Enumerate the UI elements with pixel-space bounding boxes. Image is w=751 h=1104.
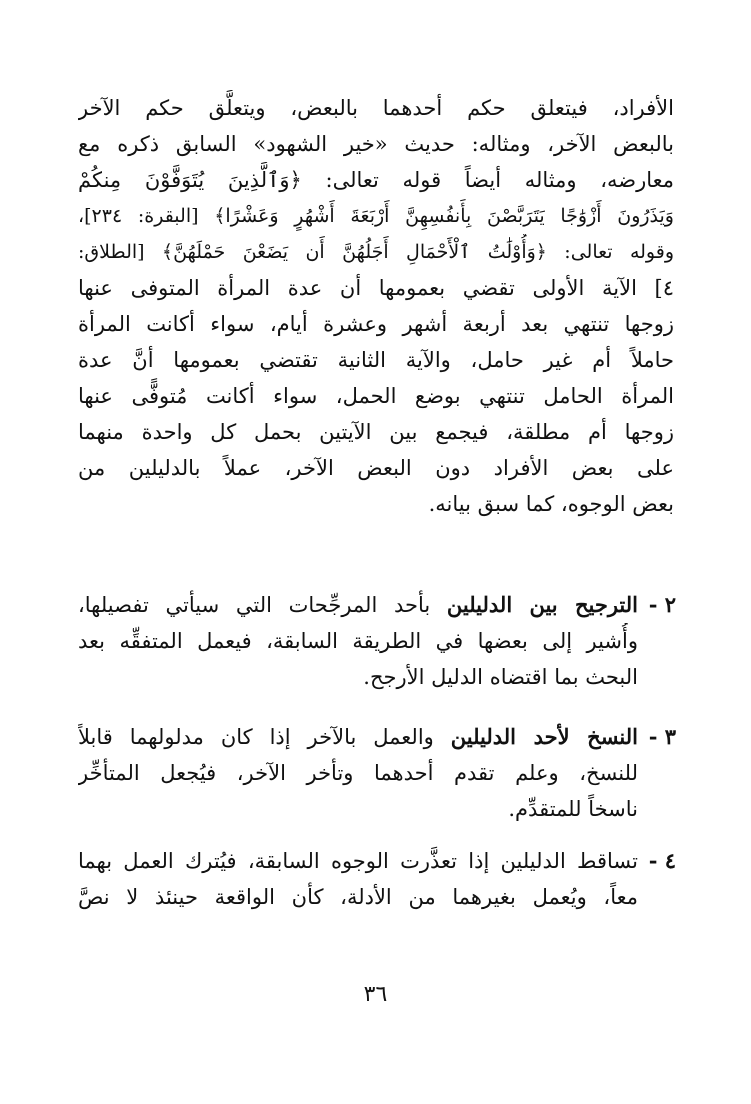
text-line: على بعض الأفراد دون البعض الآخر، عملاً بالدليلين من (78, 456, 674, 480)
text-line: تساقط الدليلين إذا تعذَّرت الوجوه السابقة، فيُترك العمل بهما (78, 849, 638, 873)
list-item-2 (78, 587, 674, 695)
text-line: ٤] الآية الأولى تقضي بعمومها أن عدة المرأة المتوفى عنها (78, 276, 674, 300)
page-number: ٣٦ (363, 982, 388, 1007)
text-line: معاً، ويُعمل بغيرهما من الأدلة، كأن الواقعة حينئذ لا نصَّ (78, 885, 638, 909)
text-line: والعمل بالآخر إذا كان مدلولهما قابلاً (78, 725, 434, 749)
text-line: زوجها تنتهي بعد أربعة أشهر وعشرة أيام، سواء أكانت المرأة (78, 312, 674, 336)
list-item-3 (78, 719, 674, 827)
list-item-number: ٣ - (648, 724, 676, 749)
list-item-heading: الترجيح بين الدليلين (446, 592, 638, 617)
list-item-heading: النسخ لأحد الدليلين (450, 724, 638, 749)
text-line: البحث بما اقتضاه الدليل الأرجح. (363, 665, 638, 689)
text-line: ناسخاً للمتقدِّم. (508, 797, 638, 821)
text-line: معارضه، ومثاله أيضاً قوله تعالى: ﴿وَٱلَّذِينَ يُتَوَفَّوْنَ مِنكُمْ (78, 168, 674, 192)
text-line: حاملاً أم غير حامل، والآية الثانية تقتضي بعمومها أنَّ عدة (78, 348, 674, 372)
text-line: زوجها أم مطلقة، فيجمع بين الآيتين بحمل كل واحدة منهما (78, 420, 674, 444)
quran-verse-line: وَيَذَرُونَ أَزْوَٰجًا يَتَرَبَّصْنَ بِأَنفُسِهِنَّ أَرْبَعَةَ أَشْهُرٍ وَعَشْرًا﴾ [البقرة: ٢٣٤]، (78, 205, 674, 227)
list-item-number: ٤ - (648, 848, 676, 873)
quran-verse-line: وقوله تعالى: ﴿وَأُوْلَٰتُ ٱلْأَحْمَالِ أَجَلُهُنَّ أَن يَضَعْنَ حَمْلَهُنَّ﴾ [الطلاق: (78, 241, 674, 263)
text-line: بعض الوجوه، كما سبق بيانه. (428, 492, 674, 516)
text-line: الأفراد، فيتعلق حكم أحدهما بالبعض، ويتعلَّق حكم الآخر (78, 96, 674, 120)
list-item-4 (78, 843, 674, 915)
text-line: بأحد المرجِّحات التي سيأتي تفصيلها، (78, 593, 431, 617)
text-line: المرأة الحامل تنتهي بوضع الحمل، سواء أكانت مُتوفًّى عنها (78, 384, 674, 408)
list-item-number: ٢ - (648, 592, 676, 617)
paragraph-continuation (78, 90, 674, 522)
text-line: وأُشير إلى بعضها في الطريقة السابقة، فيعمل المتفقِّه بعد (78, 629, 638, 653)
text-line: للنسخ، وعلم تقدم أحدهما وتأخر الآخر، فيُجعل المتأخِّر (78, 761, 638, 785)
text-line: بالبعض الآخر، ومثاله: حديث «خير الشهود» السابق ذكره مع (78, 132, 674, 156)
